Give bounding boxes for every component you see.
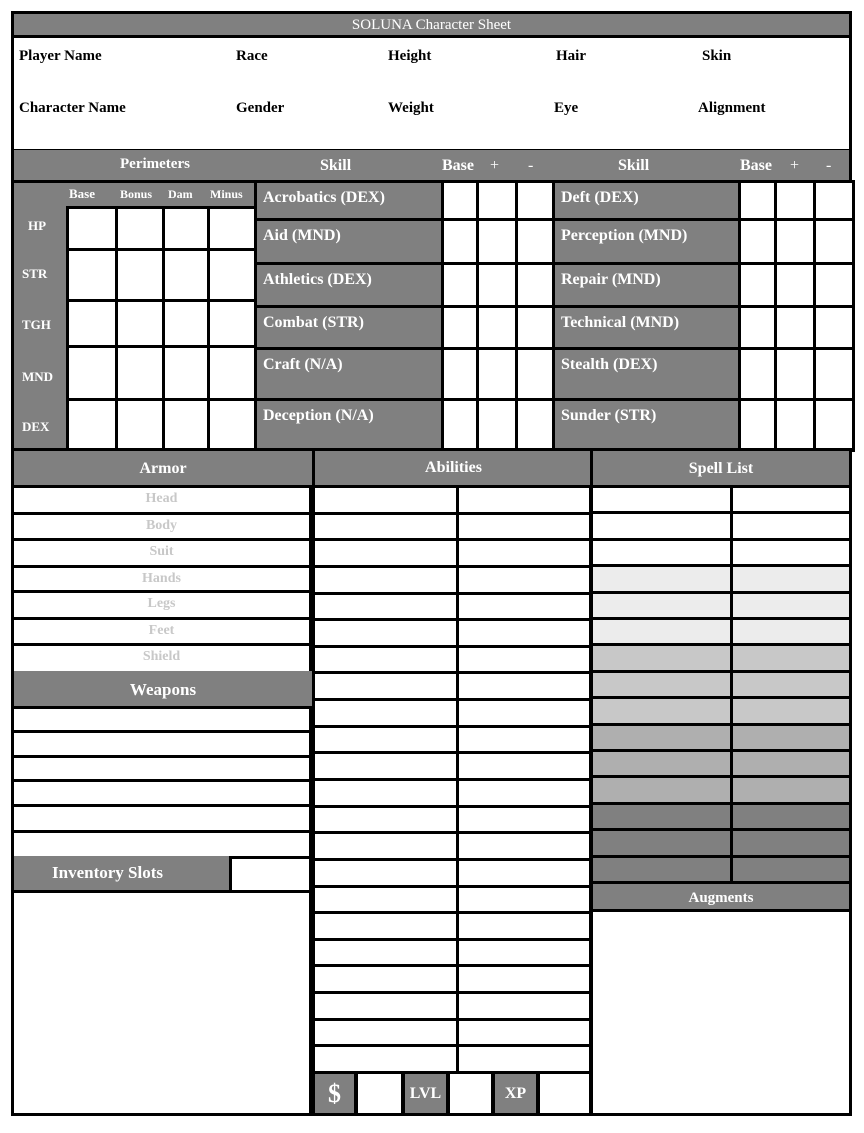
spell-detail-cell[interactable]	[730, 591, 852, 620]
perimeter-cell-str-base[interactable]	[66, 248, 118, 302]
field-height[interactable]: Height	[388, 48, 432, 64]
money-field[interactable]	[355, 1071, 404, 1116]
ability-detail-cell[interactable]	[456, 991, 592, 1021]
spell-detail-cell[interactable]	[730, 485, 852, 514]
spell-name-cell[interactable]	[590, 855, 733, 884]
skill-name: Deft (DEX)	[561, 189, 639, 206]
ability-detail-cell[interactable]	[456, 1044, 592, 1074]
ability-name-cell[interactable]	[312, 618, 459, 648]
ability-name-cell[interactable]	[312, 805, 459, 834]
skill-base-field[interactable]	[441, 218, 479, 265]
ability-name-cell[interactable]	[312, 778, 459, 808]
perimeter-cell-tgh-base[interactable]	[66, 299, 118, 348]
perim-row-str: STR	[22, 266, 48, 281]
ability-detail-cell[interactable]	[456, 671, 592, 701]
armor-slot-label: Feet	[148, 623, 175, 638]
inventory-header	[11, 856, 231, 892]
perimeter-cell-tgh-minus[interactable]	[207, 299, 257, 348]
ability-name-cell[interactable]	[312, 512, 459, 541]
perim-row-tgh: TGH	[22, 317, 51, 332]
field-gender[interactable]: Gender	[236, 100, 285, 116]
ability-name-cell[interactable]	[312, 592, 459, 621]
weapon-row[interactable]	[11, 706, 312, 733]
skill-plus-field[interactable]	[774, 398, 816, 452]
augments-area[interactable]	[590, 909, 852, 1116]
ability-detail-cell[interactable]	[456, 805, 592, 834]
skill-name: Stealth (DEX)	[561, 356, 658, 373]
ability-detail-cell[interactable]	[456, 858, 592, 888]
perimeter-cell-dex-dam[interactable]	[162, 398, 210, 452]
perim-row-mnd: MND	[22, 369, 54, 384]
field-player-name[interactable]: Player Name	[19, 48, 102, 64]
perim-col-base: Base	[69, 186, 95, 201]
plus-header-left: +	[490, 157, 500, 174]
skill-base-field[interactable]	[441, 180, 479, 221]
skill-name: Aid (MND)	[263, 227, 341, 244]
spell-name-cell[interactable]	[590, 591, 733, 620]
perimeters-title: Perimeters	[120, 156, 190, 172]
spell-detail-cell[interactable]	[730, 617, 852, 646]
perimeter-cell-hp-minus[interactable]	[207, 206, 257, 251]
skill-name: Acrobatics (DEX)	[263, 189, 385, 206]
spell-detail-cell[interactable]	[730, 511, 852, 541]
level-field[interactable]	[447, 1071, 494, 1116]
sheet-title: SOLUNA Character Sheet	[11, 11, 852, 37]
ability-detail-cell[interactable]	[456, 964, 592, 994]
spell-detail-cell[interactable]	[730, 749, 852, 778]
skill-base-field[interactable]	[738, 180, 777, 221]
skill-plus-field[interactable]	[774, 305, 816, 350]
armor-slot-label: Suit	[149, 544, 174, 559]
skill-plus-field[interactable]	[476, 218, 518, 265]
spell-detail-cell[interactable]	[730, 802, 852, 831]
spell-name-cell[interactable]	[590, 749, 733, 778]
field-hair[interactable]: Hair	[556, 48, 586, 64]
inventory-slot-count[interactable]	[229, 856, 312, 893]
skill-header-right: Skill	[618, 157, 650, 174]
skill-plus-field[interactable]	[774, 347, 816, 401]
abilities-header: Abilities	[312, 451, 592, 487]
weapon-row[interactable]	[11, 830, 312, 859]
perimeter-cell-mnd-minus[interactable]	[207, 345, 257, 401]
skill-plus-field[interactable]	[476, 347, 518, 401]
perimeter-cell-dex-base[interactable]	[66, 398, 118, 452]
ability-detail-cell[interactable]	[456, 911, 592, 941]
spell-name-cell[interactable]	[590, 775, 733, 805]
perim-row-hp: HP	[28, 218, 47, 233]
spell-detail-cell[interactable]	[730, 775, 852, 805]
weapon-row[interactable]	[11, 730, 312, 758]
skill-minus-field[interactable]	[813, 262, 855, 308]
perim-col-minus: Minus	[210, 187, 243, 201]
ability-name-cell[interactable]	[312, 964, 459, 994]
armor-slot-label: Legs	[147, 596, 176, 611]
info-box	[11, 35, 852, 152]
perimeter-cell-tgh-bonus[interactable]	[115, 299, 165, 348]
skill-base-field[interactable]	[738, 218, 777, 265]
perim-row-dex: DEX	[22, 419, 50, 434]
skill-name: Sunder (STR)	[561, 407, 657, 424]
spell-name-cell[interactable]	[590, 511, 733, 541]
skill-base-field[interactable]	[441, 262, 479, 308]
minus-header-right: -	[826, 157, 832, 174]
skill-name: Perception (MND)	[561, 227, 688, 244]
skill-minus-field[interactable]	[515, 262, 555, 308]
field-alignment[interactable]: Alignment	[698, 100, 766, 116]
xp-field[interactable]	[537, 1071, 592, 1116]
skill-base-field[interactable]	[441, 347, 479, 401]
spell-name-cell[interactable]	[590, 485, 733, 514]
ability-detail-cell[interactable]	[456, 645, 592, 674]
field-race[interactable]: Race	[236, 48, 268, 64]
ability-name-cell[interactable]	[312, 885, 459, 914]
skill-base-field[interactable]	[441, 398, 479, 452]
spell-name-cell[interactable]	[590, 538, 733, 567]
skill-name: Technical (MND)	[561, 314, 680, 331]
minus-header-left: -	[528, 157, 534, 174]
ability-name-cell[interactable]	[312, 858, 459, 888]
skill-plus-field[interactable]	[774, 218, 816, 265]
skill-header-left: Skill	[320, 157, 352, 174]
skill-base-field[interactable]	[738, 398, 777, 452]
spell-name-cell[interactable]	[590, 802, 733, 831]
skill-minus-field[interactable]	[515, 218, 555, 265]
plus-header-right: +	[790, 157, 800, 174]
spell-detail-cell[interactable]	[730, 828, 852, 858]
spell-detail-cell[interactable]	[730, 855, 852, 884]
ability-name-cell[interactable]	[312, 485, 459, 515]
ability-detail-cell[interactable]	[456, 1018, 592, 1047]
skill-plus-field[interactable]	[774, 262, 816, 308]
armor-header: Armor	[11, 451, 312, 487]
perim-col-bonus: Bonus	[120, 187, 153, 201]
spell-detail-cell[interactable]	[730, 696, 852, 726]
augments-header: Augments	[590, 881, 852, 912]
ability-name-cell[interactable]	[312, 725, 459, 754]
skill-base-field[interactable]	[738, 347, 777, 401]
perimeter-cell-dex-bonus[interactable]	[115, 398, 165, 452]
ability-name-cell[interactable]	[312, 565, 459, 595]
ability-name-cell[interactable]	[312, 911, 459, 941]
ability-name-cell[interactable]	[312, 751, 459, 781]
inventory-area[interactable]	[11, 890, 312, 1116]
spell-name-cell[interactable]	[590, 643, 733, 673]
skill-base-field[interactable]	[738, 262, 777, 308]
ability-detail-cell[interactable]	[456, 618, 592, 648]
ability-detail-cell[interactable]	[456, 538, 592, 568]
skill-minus-field[interactable]	[515, 347, 555, 401]
perimeter-cell-hp-base[interactable]	[66, 206, 118, 251]
skill-plus-field[interactable]	[476, 180, 518, 221]
field-eye[interactable]: Eye	[554, 100, 579, 116]
ability-name-cell[interactable]	[312, 1018, 459, 1047]
spell-name-cell[interactable]	[590, 828, 733, 858]
spell-name-cell[interactable]	[590, 723, 733, 752]
spell-name-cell[interactable]	[590, 617, 733, 646]
armor-slot-label: Hands	[142, 571, 181, 586]
perimeter-cell-tgh-dam[interactable]	[162, 299, 210, 348]
spell-list-header: Spell List	[590, 451, 852, 487]
ability-name-cell[interactable]	[312, 671, 459, 701]
ability-detail-cell[interactable]	[456, 592, 592, 621]
weapons-header: Weapons	[11, 671, 312, 708]
perimeter-cell-hp-bonus[interactable]	[115, 206, 165, 251]
ability-name-cell[interactable]	[312, 991, 459, 1021]
ability-name-cell[interactable]	[312, 831, 459, 861]
ability-name-cell[interactable]	[312, 645, 459, 674]
ability-detail-cell[interactable]	[456, 778, 592, 808]
ability-name-cell[interactable]	[312, 538, 459, 568]
spell-name-cell[interactable]	[590, 696, 733, 726]
skill-plus-field[interactable]	[774, 180, 816, 221]
xp-label: XP	[492, 1071, 539, 1116]
perimeter-cell-hp-dam[interactable]	[162, 206, 210, 251]
ability-detail-cell[interactable]	[456, 885, 592, 914]
ability-detail-cell[interactable]	[456, 698, 592, 728]
ability-name-cell[interactable]	[312, 1044, 459, 1074]
ability-detail-cell[interactable]	[456, 565, 592, 595]
spell-name-cell[interactable]	[590, 670, 733, 699]
spell-name-cell[interactable]	[590, 564, 733, 594]
ability-name-cell[interactable]	[312, 698, 459, 728]
spell-detail-cell[interactable]	[730, 670, 852, 699]
perimeter-cell-mnd-bonus[interactable]	[115, 345, 165, 401]
ability-name-cell[interactable]	[312, 938, 459, 967]
skill-plus-field[interactable]	[476, 305, 518, 350]
skill-minus-field[interactable]	[813, 347, 855, 401]
ability-detail-cell[interactable]	[456, 512, 592, 541]
inventory-title: Inventory Slots	[52, 863, 163, 882]
spell-detail-cell[interactable]	[730, 564, 852, 594]
skill-minus-field[interactable]	[515, 398, 555, 452]
perim-col-dam: Dam	[168, 187, 193, 201]
field-weight[interactable]: Weight	[388, 100, 434, 116]
skill-name: Athletics (DEX)	[263, 271, 372, 288]
skill-plus-field[interactable]	[476, 398, 518, 452]
skill-base-field[interactable]	[738, 305, 777, 350]
armor-slot-label: Shield	[142, 649, 181, 664]
base-header-right: Base	[740, 157, 772, 174]
skill-minus-field[interactable]	[813, 218, 855, 265]
level-label: LVL	[402, 1071, 449, 1116]
field-character-name[interactable]: Character Name	[19, 100, 126, 116]
weapon-row[interactable]	[11, 779, 312, 807]
armor-slot-label: Head	[145, 491, 178, 506]
armor-slot-label: Body	[145, 518, 178, 533]
spell-detail-cell[interactable]	[730, 723, 852, 752]
perimeter-cell-str-minus[interactable]	[207, 248, 257, 302]
perimeter-cell-str-dam[interactable]	[162, 248, 210, 302]
skill-minus-field[interactable]	[813, 305, 855, 350]
ability-detail-cell[interactable]	[456, 485, 592, 515]
skill-minus-field[interactable]	[515, 305, 555, 350]
spell-detail-cell[interactable]	[730, 538, 852, 567]
skill-base-field[interactable]	[441, 305, 479, 350]
spell-detail-cell[interactable]	[730, 643, 852, 673]
skill-minus-field[interactable]	[813, 398, 855, 452]
skill-minus-field[interactable]	[515, 180, 555, 221]
skill-minus-field[interactable]	[813, 180, 855, 221]
weapon-row[interactable]	[11, 804, 312, 833]
skill-name: Repair (MND)	[561, 271, 661, 288]
weapon-row[interactable]	[11, 755, 312, 782]
ability-detail-cell[interactable]	[456, 831, 592, 861]
skill-plus-field[interactable]	[476, 262, 518, 308]
skill-name: Craft (N/A)	[263, 356, 343, 373]
skill-name: Deception (N/A)	[263, 407, 374, 424]
perimeter-cell-mnd-dam[interactable]	[162, 345, 210, 401]
ability-detail-cell[interactable]	[456, 725, 592, 754]
ability-detail-cell[interactable]	[456, 938, 592, 967]
money-label: $	[312, 1071, 357, 1116]
ability-detail-cell[interactable]	[456, 751, 592, 781]
perimeter-cell-dex-minus[interactable]	[207, 398, 257, 452]
skill-name: Combat (STR)	[263, 314, 364, 331]
perimeter-cell-mnd-base[interactable]	[66, 345, 118, 401]
field-skin[interactable]: Skin	[702, 48, 732, 64]
base-header-left: Base	[442, 157, 474, 174]
perimeter-cell-str-bonus[interactable]	[115, 248, 165, 302]
